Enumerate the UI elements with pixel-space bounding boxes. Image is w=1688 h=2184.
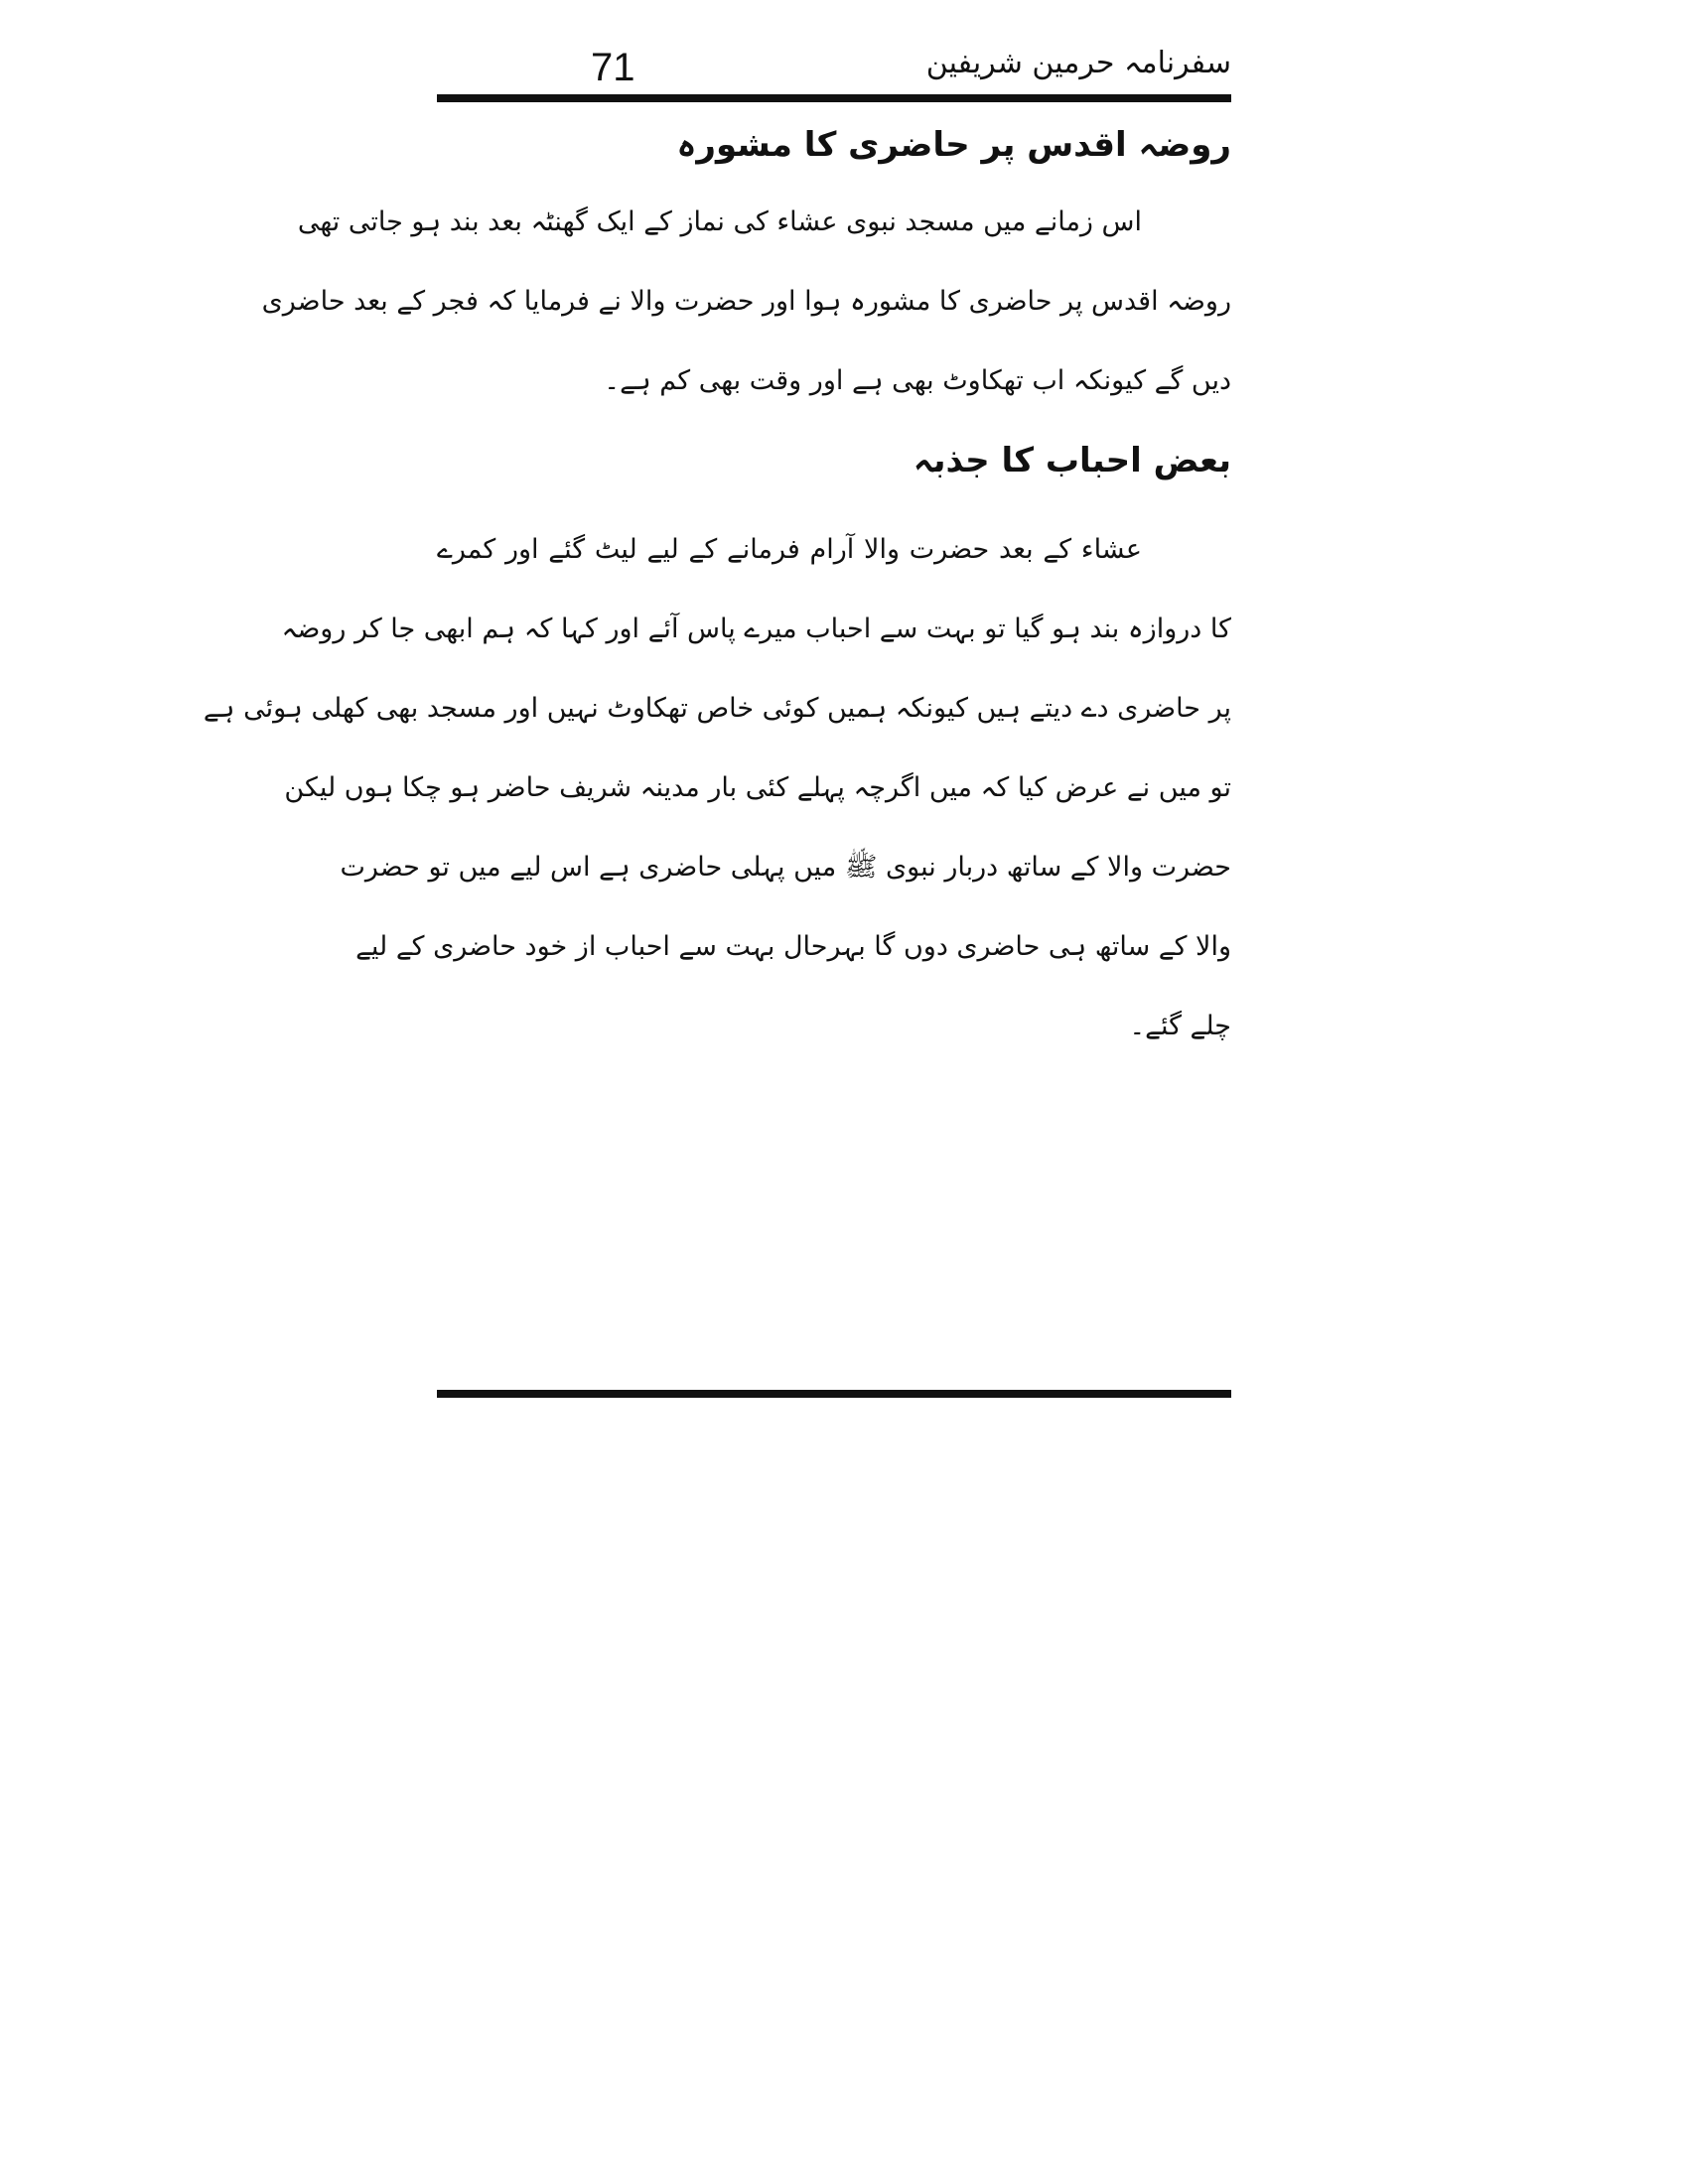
section-heading-ahbab-jazba: بعض احباب کا جذبہ — [913, 441, 1231, 480]
running-title: سفرنامہ حرمین شریفین — [925, 46, 1231, 80]
section-heading-rauza-mashwara: روضہ اقدس پر حاضری کا مشورہ — [676, 125, 1231, 165]
header-rule — [437, 94, 1231, 102]
text-line: دیں گے کیونکہ اب تھکاوٹ بھی ہے اور وقت بھی کم ہے۔ — [604, 365, 1231, 396]
page-number: 71 — [591, 46, 635, 89]
footer-rule — [437, 1390, 1231, 1398]
page-body — [203, 107, 1231, 1066]
text-line: کا دروازہ بند ہو گیا تو بہت سے احباب میرے پاس آئے اور کہا کہ ہم ابھی جا کر روضہ — [281, 614, 1231, 644]
text-line: عشاء کے بعد حضرت والا آرام فرمانے کے لیے لیٹ گئے اور کمرے — [437, 534, 1142, 565]
text-line: چلے گئے۔ — [1129, 1011, 1231, 1041]
paragraph-rauza-mashwara — [261, 183, 1231, 421]
text-line: حضرت والا کے ساتھ دربار نبوی ﷺ میں پہلی حاضری ہے اس لیے میں تو حضرت — [340, 852, 1231, 883]
text-line: والا کے ساتھ ہی حاضری دوں گا بہرحال بہت سے احباب از خود حاضری کے لیے — [355, 931, 1231, 962]
text-line: تو میں نے عرض کیا کہ میں اگرچہ پہلے کئی بار مدینہ شریف حاضر ہو چکا ہوں لیکن — [284, 772, 1231, 803]
text-line: اس زمانے میں مسجد نبوی عشاء کی نماز کے ایک گھنٹہ بعد بند ہو جاتی تھی — [297, 206, 1142, 237]
paragraph-ahbab-jazba — [203, 510, 1231, 1066]
page-header — [437, 40, 1231, 99]
text-line: روضہ اقدس پر حاضری کا مشورہ ہوا اور حضرت والا نے فرمایا کہ فجر کے بعد حاضری — [261, 286, 1231, 317]
text-line: پر حاضری دے دیتے ہیں کیونکہ ہمیں کوئی خاص تھکاوٹ نہیں اور مسجد بھی کھلی ہوئی ہے — [203, 693, 1231, 724]
